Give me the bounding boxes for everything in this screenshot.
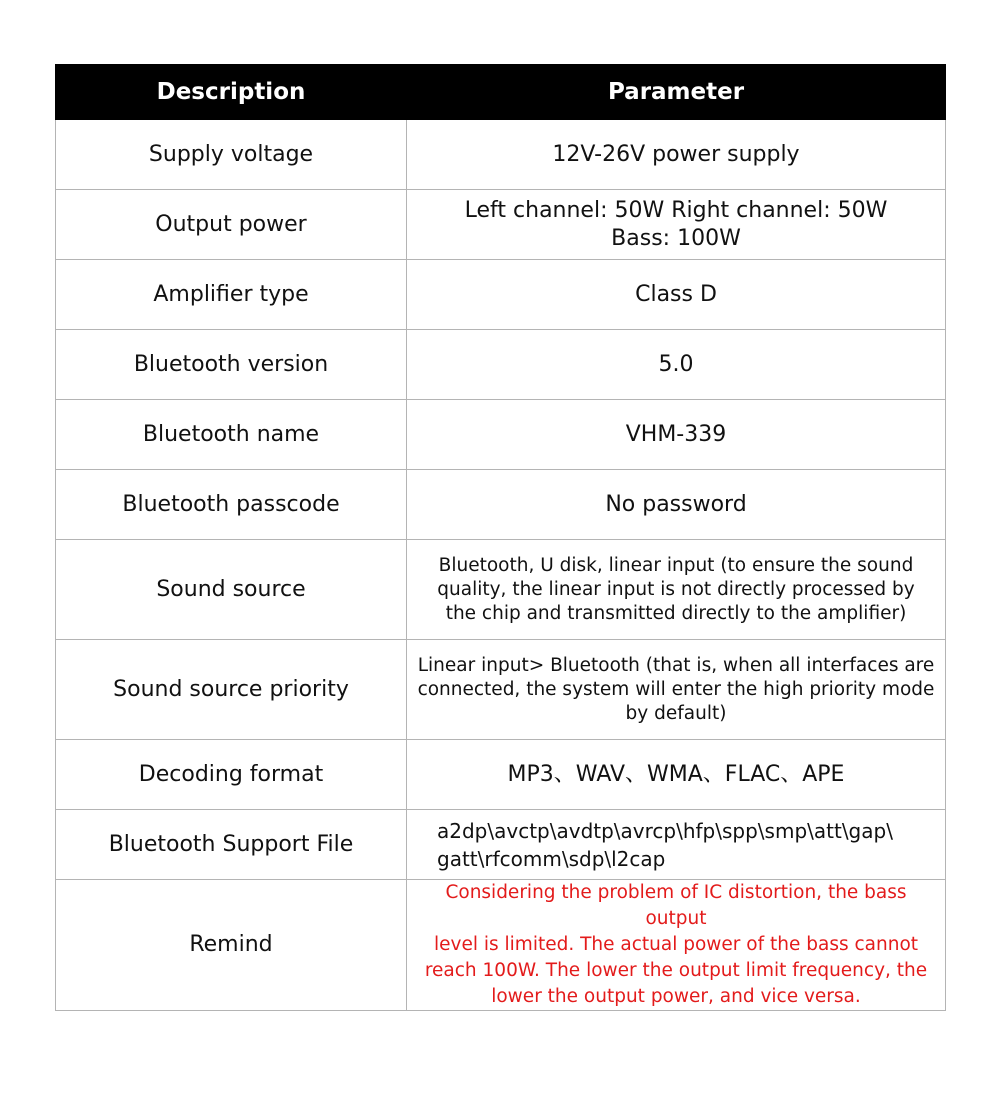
parameter-line: the chip and transmitted directly to the amplifier) [445,602,907,624]
row-parameter-sound-source [407,540,946,640]
row-description-amplifier-type: Amplifier type [56,260,407,330]
row-parameter-bluetooth-passcode [407,470,946,540]
table-row [56,120,946,190]
parameter-line: MP3、WAV、WMA、FLAC、APE [507,761,845,787]
table-row [56,330,946,400]
row-parameter-bluetooth-support-file [407,810,946,880]
parameter-line: VHM-339 [625,421,727,447]
parameter-line: Left channel: 50W Right channel: 50W [464,197,888,223]
parameter-line: quality, the linear input is not directly processed by [437,578,915,600]
table-row [56,740,946,810]
row-description-remind: Remind [56,880,407,1011]
row-description-output-power: Output power [56,190,407,260]
parameter-line: 12V-26V power supply [552,141,800,167]
parameter-line: Linear input> Bluetooth (that is, when all interfaces are [417,654,935,676]
table-row [56,880,946,1011]
parameter-line: connected, the system will enter the high priority mode [417,678,935,700]
parameter-line: No password [605,491,747,517]
parameter-line: lower the output power, and vice versa. [491,986,861,1007]
row-parameter-bluetooth-name [407,400,946,470]
parameter-line: a2dp\avctp\avdtp\avrcp\hfp\spp\smp\att\gap\ [437,818,893,843]
row-parameter-output-power [407,190,946,260]
row-parameter-amplifier-type [407,260,946,330]
parameter-column-header: Parameter [407,65,946,120]
description-column-header: Description [56,65,407,120]
parameter-line: by default) [625,702,727,724]
parameter-line: Bass: 100W [611,225,741,251]
row-description-bluetooth-name: Bluetooth name [56,400,407,470]
table-row [56,810,946,880]
parameter-line: level is limited. The actual power of the bass cannot [433,934,919,955]
table-row [56,400,946,470]
table-row [56,190,946,260]
row-description-bluetooth-passcode: Bluetooth passcode [56,470,407,540]
row-description-supply-voltage: Supply voltage [56,120,407,190]
parameter-line: Bluetooth, U disk, linear input (to ensure the sound [438,554,914,576]
parameter-line: Class D [635,281,717,307]
row-description-bluetooth-version: Bluetooth version [56,330,407,400]
table-header-row [56,65,946,120]
row-parameter-decoding-format [407,740,946,810]
row-parameter-bluetooth-version [407,330,946,400]
row-parameter-remind [407,880,946,1011]
spec-table [55,64,946,1011]
parameter-line: Considering the problem of IC distortion, the bass output [445,882,907,929]
parameter-line: reach 100W. The lower the output limit frequency, the [424,960,928,981]
row-parameter-sound-source-priority [407,640,946,740]
row-description-bluetooth-support-file: Bluetooth Support File [56,810,407,880]
row-description-sound-source: Sound source [56,540,407,640]
row-description-sound-source-priority: Sound source priority [56,640,407,740]
parameter-line: 5.0 [658,351,694,377]
table-row [56,640,946,740]
row-description-decoding-format: Decoding format [56,740,407,810]
table-row [56,470,946,540]
parameter-line: gatt\rfcomm\sdp\l2cap [437,846,666,871]
table-row [56,540,946,640]
table-row [56,260,946,330]
row-parameter-supply-voltage [407,120,946,190]
